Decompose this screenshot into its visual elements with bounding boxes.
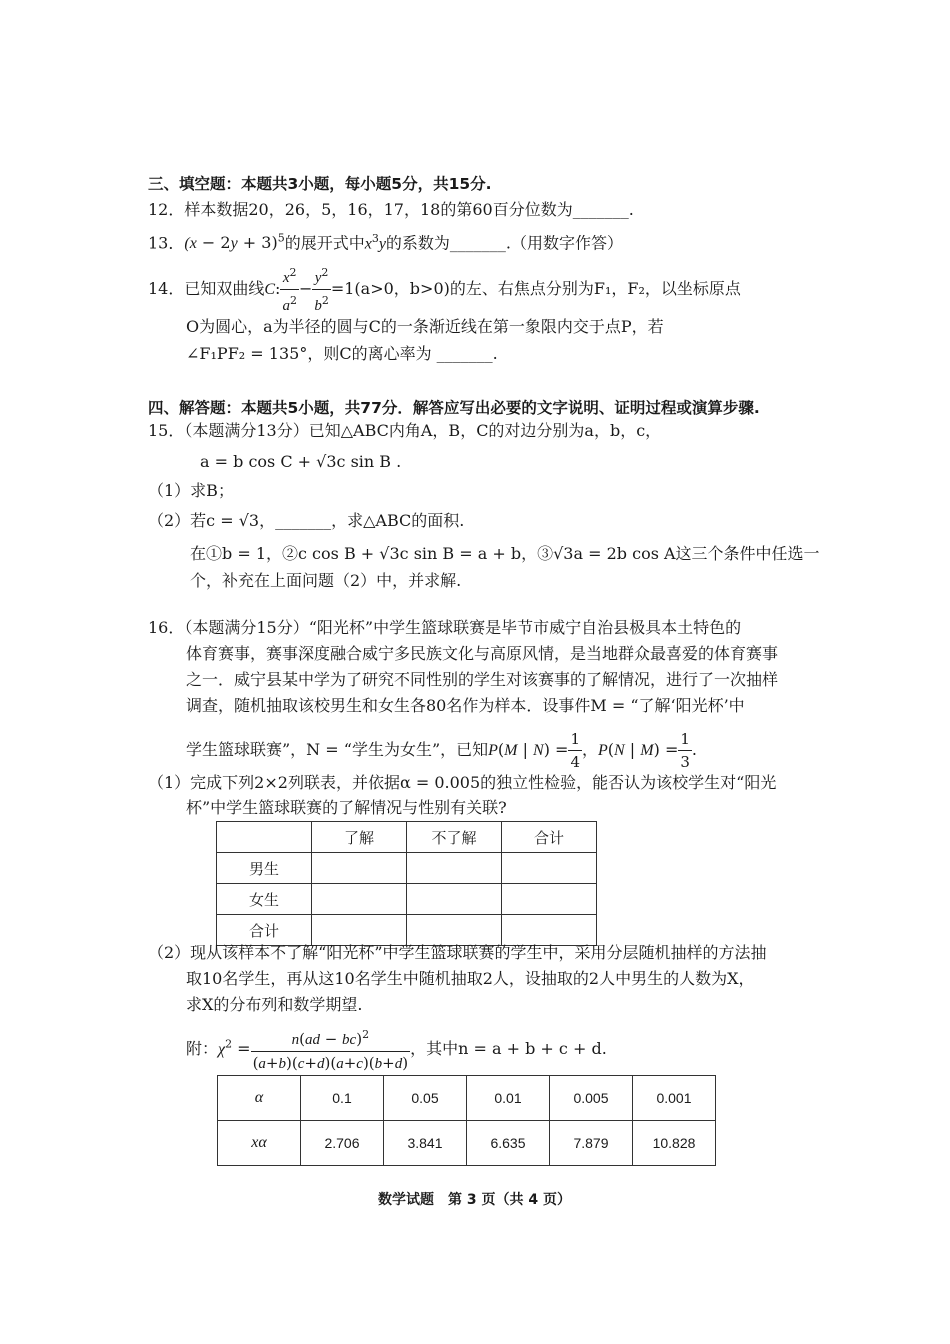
value-cell: 10.828 [633, 1121, 716, 1166]
q16-line3: 之一．威宁县某中学为了研究不同性别的学生对该赛事的了解情况，进行了一次抽样 [186, 670, 779, 689]
value-cell: 7.879 [550, 1121, 633, 1166]
appendix-formula: 附：$\chi^2$ = $\frac{n(ad - bc)^2}{(a+b)(c+d)(a+c)(b+d)}$ ，其中n = a + b + c + d. [186, 1024, 607, 1075]
row-label: 女生 [217, 884, 312, 915]
alpha-cell: 0.01 [467, 1076, 550, 1121]
q16-line4: 调查，随机抽取该校男生和女生各80名作为样本．设事件M = “了解‘阳光杯’中 [186, 696, 745, 715]
q15-line1: 15．（本题满分13分）已知△ABC内角A，B，C的对边分别为a，b，c， [148, 421, 662, 440]
q13-mid: 的展开式中 [284, 233, 365, 253]
table-row [217, 822, 597, 853]
alpha-cell: 0.1 [301, 1076, 384, 1121]
empty-cell [502, 884, 597, 915]
empty-cell [407, 915, 502, 946]
q14-line2: O为圆心，a为半径的圆与C的一条渐近线在第一象限内交于点P，若 [186, 317, 664, 336]
q16-line2: 体育赛事，赛事深度融合威宁多民族文化与高原风情，是当地群众最喜爱的体育赛事 [186, 644, 779, 663]
table-row [218, 1121, 716, 1166]
table-row [217, 884, 597, 915]
q14-frac-x: $\frac{x^2}{a^2}$ [280, 262, 299, 317]
header-cell: 不了解 [407, 822, 502, 853]
header-cell: 合计 [502, 822, 597, 853]
alpha-cell: 0.005 [550, 1076, 633, 1121]
frac-one-third: $\frac{1}{3}$ [680, 730, 690, 771]
value-cell: 2.706 [301, 1121, 384, 1166]
alpha-label: α [218, 1076, 301, 1121]
q15-line2: a = b cos C + √3c sin B . [200, 452, 402, 471]
q16-part1a: （1）完成下列2×2列联表，并依据α = 0.005的独立性检验，能否认为该校学生对“阳光 [148, 773, 777, 792]
row-label: 合计 [217, 915, 312, 946]
frac-one-quarter: $\frac{1}{4}$ [570, 730, 580, 771]
q14-cond: =1(a>0，b>0)的左、右焦点分别为F₁，F₂，以坐标原点 [330, 279, 741, 298]
q13-expr: $(x - 2y + 3)^5$ [184, 232, 285, 253]
header-cell [217, 822, 312, 853]
q16-part1b: 杯”中学生篮球联赛的了解情况与性别有关联? [186, 798, 507, 817]
section4-heading: 四、解答题：本题共5小题，共77分．解答应写出必要的文字说明、证明过程或演算步骤. [148, 399, 760, 417]
q14-line3: ∠F₁PF₂ = 135°，则C的离心率为 _______. [186, 344, 498, 363]
empty-cell [312, 884, 407, 915]
q16-line5: 学生篮球联赛”，N = “学生为女生”，已知P(M | N) = $\frac{1}{4}$ ，P(N | M) = $\frac{1}{3}$ . [186, 730, 697, 771]
q15-part2: （2）若c = √3，_______，求△ABC的面积. [148, 511, 465, 530]
value-cell: 3.841 [384, 1121, 467, 1166]
empty-cell [502, 915, 597, 946]
q15-conditions: 在①b = 1，②c cos B + √3c sin B = a + b，③√3a = 2b cos A这三个条件中任选一 [190, 544, 820, 563]
appendix-label: 附： [186, 1039, 219, 1058]
table-row [217, 853, 597, 884]
empty-cell [407, 884, 502, 915]
section3-heading: 三、填空题：本题共3小题，每小题5分，共15分. [148, 175, 492, 193]
chi-square-frac: $\frac{n(ad - bc)^2}{(a+b)(c+d)(a+c)(b+d)}$ [251, 1024, 411, 1075]
q16-part2c: 求X的分布列和数学期望. [186, 995, 363, 1014]
table-row [217, 915, 597, 946]
q16-part2b: 取10名学生，再从这10名学生中随机抽取2人，设抽取的2人中男生的人数为X， [186, 969, 755, 988]
empty-cell [312, 915, 407, 946]
empty-cell [407, 853, 502, 884]
q15-part1: （1）求B； [148, 481, 234, 500]
page-footer: 数学试题 第 3 页（共 4 页） [378, 1192, 571, 1208]
table-row [218, 1076, 716, 1121]
row-label: 男生 [217, 853, 312, 884]
q16-line5-text: 学生篮球联赛”，N = “学生为女生”，已知 [186, 740, 489, 759]
q13: 13．$(x - 2y + 3)^5$的展开式中$x^3y$的系数为_______.（用数字作答） [148, 232, 624, 253]
q13-number: 13． [148, 233, 185, 253]
q16-part2a: （2）现从该样本不了解“阳光杯”中学生篮球联赛的学生中，采用分层随机抽样的方法抽 [148, 943, 767, 962]
appendix-tail: ，其中n = a + b + c + d. [410, 1039, 607, 1058]
x-alpha-label: xα [218, 1121, 301, 1166]
alpha-cell: 0.001 [633, 1076, 716, 1121]
q14-frac-y: $\frac{y^2}{b^2}$ [312, 262, 331, 317]
q12: 12．样本数据20，26，5，16，17，18的第60百分位数为_______. [148, 200, 634, 219]
critical-value-table [217, 1075, 716, 1166]
value-cell: 6.635 [467, 1121, 550, 1166]
alpha-cell: 0.05 [384, 1076, 467, 1121]
q14-number: 14．已知双曲线 [148, 279, 265, 298]
empty-cell [312, 853, 407, 884]
q15-conditions-end: 个，补充在上面问题（2）中，并求解. [190, 571, 462, 590]
header-cell: 了解 [312, 822, 407, 853]
q14-line1: 14．已知双曲线C: $\frac{x^2}{a^2}$ − $\frac{y^2}{b^2}$ =1(a>0，b>0)的左、右焦点分别为F₁，F₂，以坐标原点 [148, 262, 741, 317]
empty-cell [502, 853, 597, 884]
q16-line1: 16．（本题满分15分）“阳光杯”中学生篮球联赛是毕节市威宁自治县极具本土特色的 [148, 618, 742, 637]
q13-end: 的系数为_______.（用数字作答） [385, 233, 624, 253]
contingency-table [216, 821, 597, 946]
